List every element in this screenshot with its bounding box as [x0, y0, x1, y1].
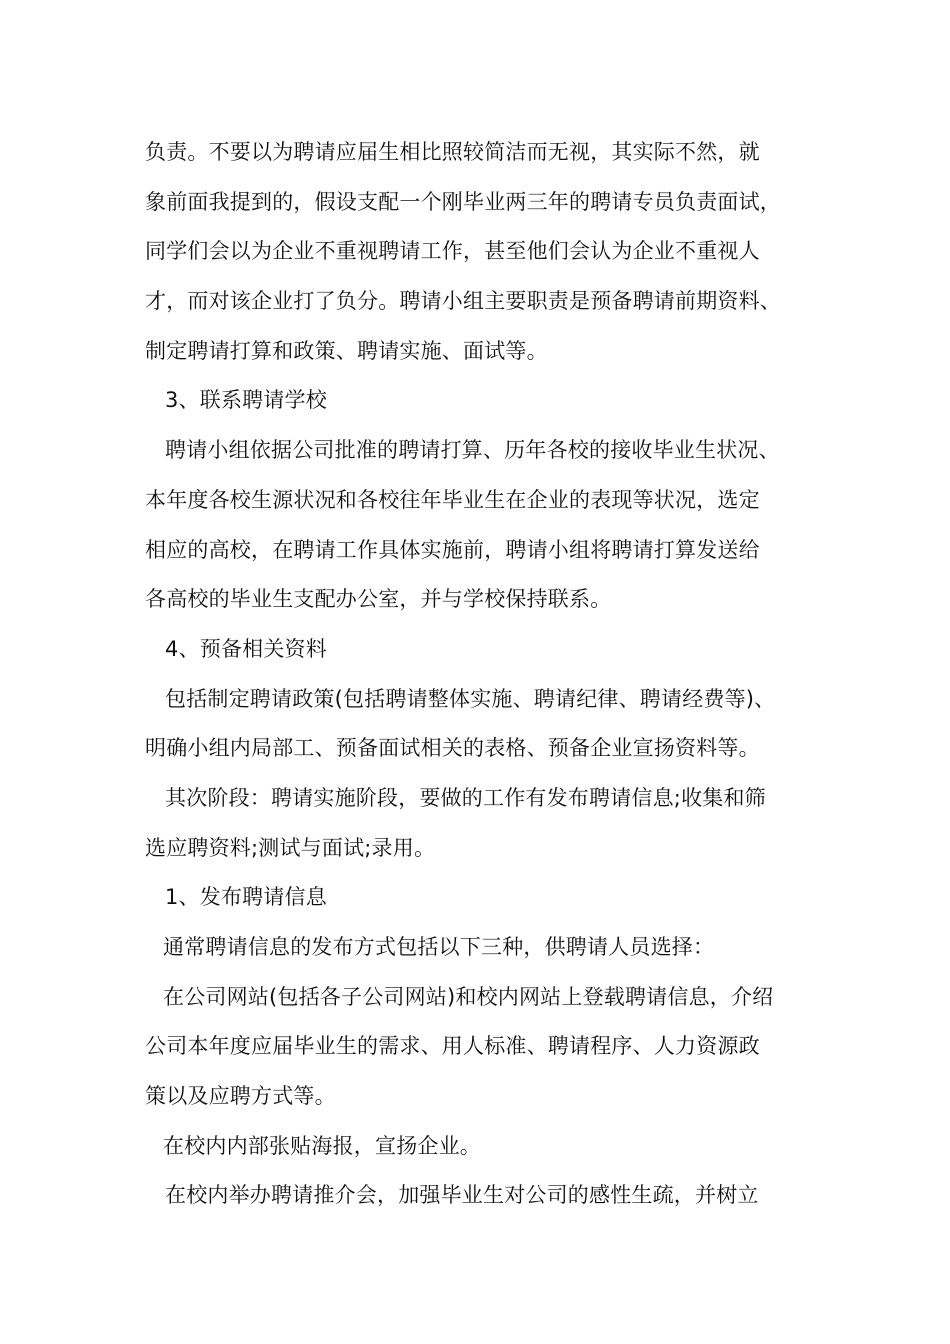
paragraph-line: 通常聘请信息的发布方式包括以下三种，供聘请人员选择：: [163, 935, 715, 959]
paragraph-line: 制定聘请打算和政策、聘请实施、面试等。: [145, 338, 548, 363]
paragraph-line: 负责。不要以为聘请应届生相比照较简洁而无视，其实际不然，就: [145, 140, 760, 164]
section-heading: 3、联系聘请学校: [165, 388, 327, 413]
paragraph-line: 聘请小组依据公司批准的聘请打算、历年各校的接收毕业生状况、: [165, 438, 780, 463]
paragraph-line: 公司本年度应届毕业生的需求、用人标准、聘请程序、人力资源政: [145, 1034, 760, 1059]
paragraph-line: 各高校的毕业生支配办公室，并与学校保持联系。: [145, 587, 612, 612]
paragraph-line: 本年度各校生源状况和各校往年毕业生在企业的表现等状况，选定: [145, 487, 760, 512]
paragraph-line: 明确小组内局部工、预备面试相关的表格、预备企业宣扬资料等。: [145, 736, 760, 761]
section-heading: 1、发布聘请信息: [165, 885, 327, 910]
paragraph-line: 在校内内部张贴海报，宣扬企业。: [163, 1133, 481, 1158]
paragraph-line: 包括制定聘请政策(包括聘请整体实施、聘请纪律、聘请经费等)、: [165, 686, 776, 711]
paragraph-line: 相应的高校，在聘请工作具体实施前，聘请小组将聘请打算发送给: [145, 537, 760, 562]
paragraph-line: 其次阶段：聘请实施阶段，要做的工作有发布聘请信息;收集和筛: [165, 785, 766, 810]
section-heading: 4、预备相关资料: [165, 636, 327, 661]
paragraph-line: 在校内举办聘请推介会，加强毕业生对公司的感性生疏，并树立: [165, 1183, 759, 1208]
document-body: [145, 132, 835, 1225]
paragraph-line: 象前面我提到的，假设支配一个刚毕业两三年的聘请专员负责面试，: [145, 189, 781, 214]
paragraph-line: 策以及应聘方式等。: [145, 1084, 336, 1109]
paragraph-line: 选应聘资料;测试与面试;录用。: [145, 835, 436, 860]
paragraph-line: 同学们会以为企业不重视聘请工作，甚至他们会认为企业不重视人: [145, 239, 760, 264]
paragraph-line: 才，而对该企业打了负分。聘请小组主要职责是预备聘请前期资料、: [145, 289, 781, 314]
paragraph-line: 在公司网站(包括各子公司网站)和校内网站上登载聘请信息，介绍: [163, 984, 774, 1009]
